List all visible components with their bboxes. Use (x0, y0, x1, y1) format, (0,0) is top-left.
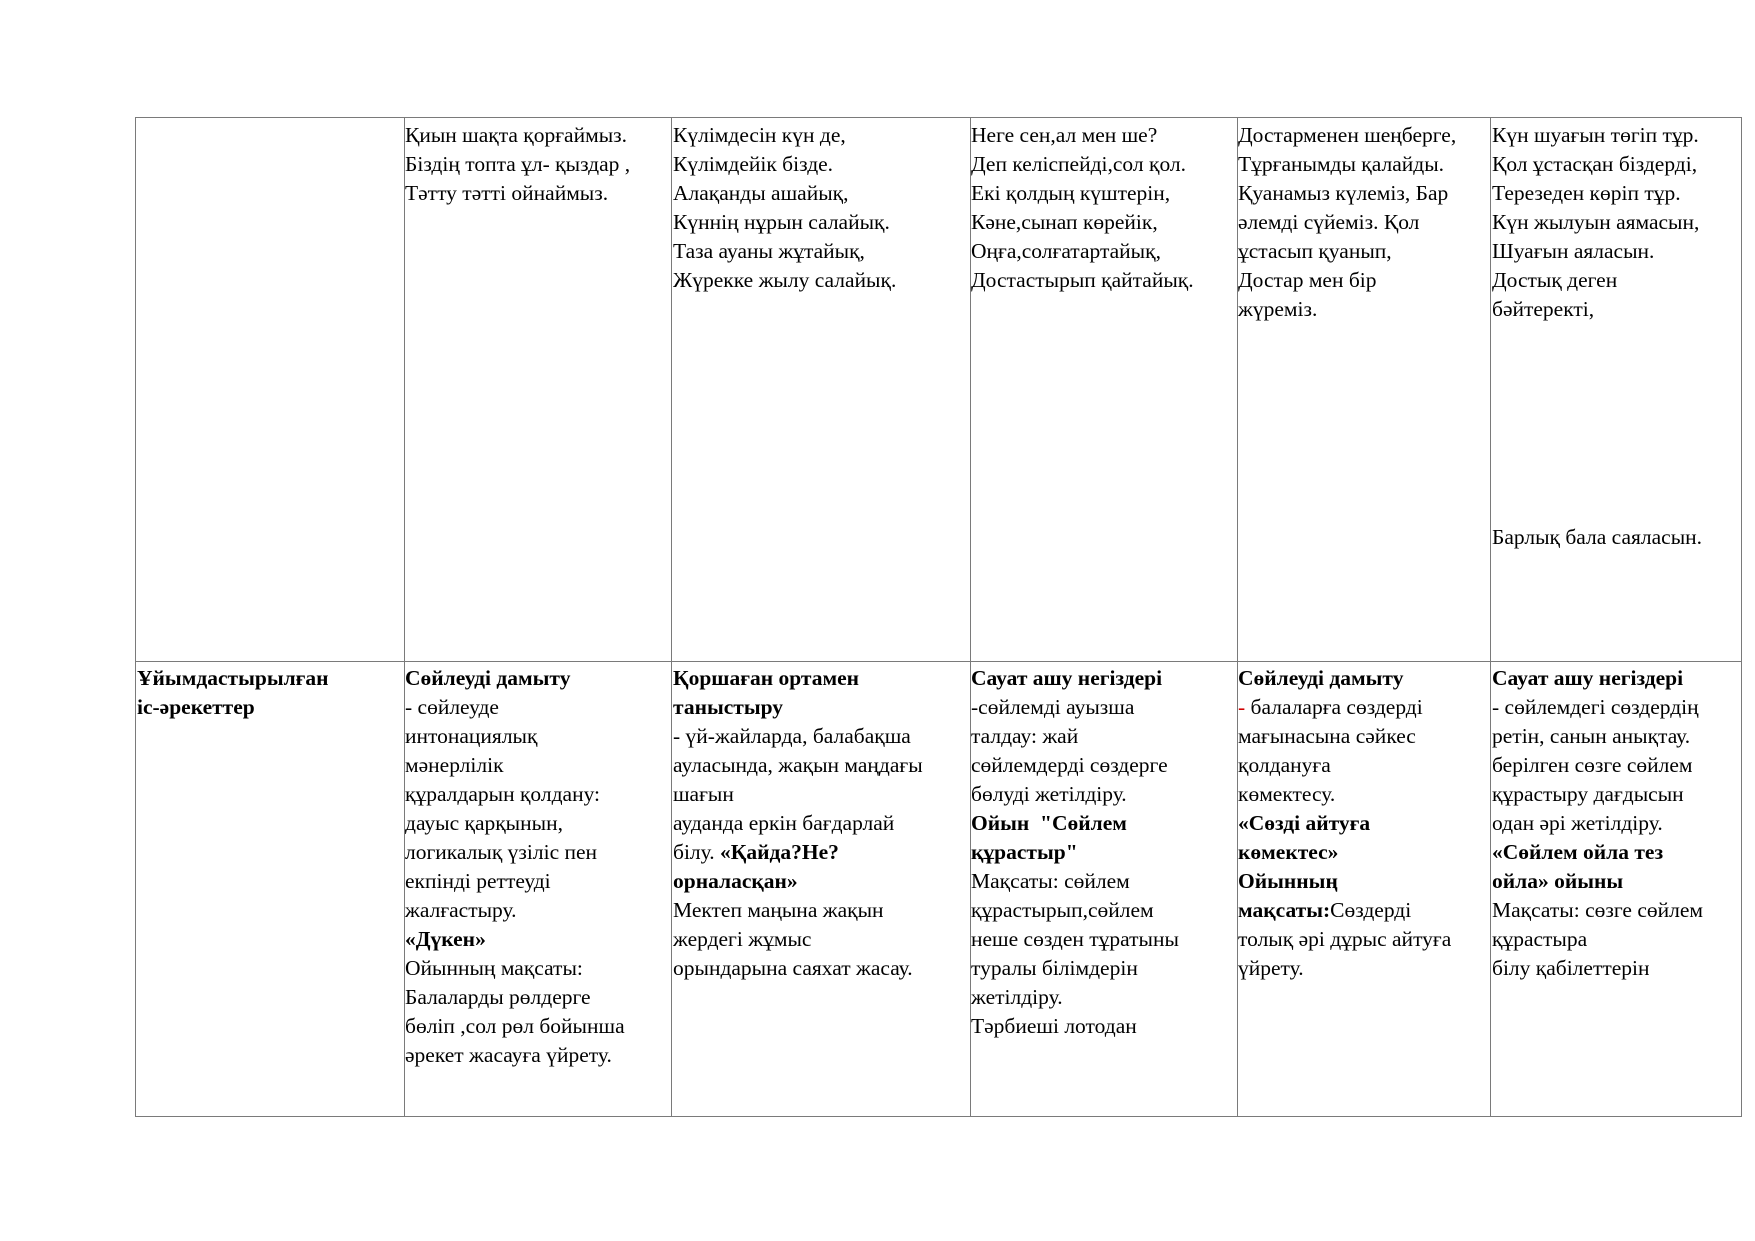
game-title: құрастыр" (971, 840, 1078, 864)
poem-line: Таза ауаны жұтайық, (673, 239, 865, 263)
poem-line: Күннің нұрын салайық. (673, 210, 890, 234)
activity-text: сөйлемдерді сөздерге (971, 753, 1168, 777)
activity-text: дауыс қарқынын, (405, 811, 563, 835)
poem-line: Күн шуағын төгіп тұр. (1492, 123, 1699, 147)
activity-text: құрастыру дағдысын (1492, 782, 1684, 806)
section-heading: Ұйымдастырылған (137, 666, 329, 690)
activity-text-inline: балаларға сөздерді (1250, 695, 1423, 719)
activity-text: логикалық үзіліс пен (405, 840, 598, 864)
activity-text: талдау: жай (971, 724, 1079, 748)
activity-text: шағын (673, 782, 734, 806)
poem-line: Достар мен бір (1238, 268, 1377, 292)
poem-line: Неге сен,ал мен ше? (971, 123, 1158, 147)
poem-line: Алақанды ашайық, (673, 181, 849, 205)
row1-col3-cell (673, 121, 896, 295)
poem-line: Тұрғанымды қалайды. (1238, 152, 1445, 176)
activity-text: құралдарын қолдану: (405, 782, 601, 806)
poem-line: Қол ұстасқан біздерді, (1492, 152, 1698, 176)
activity-text: қолдануға (1238, 753, 1331, 777)
activity-title: таныстыру (673, 695, 784, 719)
row2-col4-cell (971, 664, 1179, 1041)
activity-text: Мақсаты: сөзге сөйлем (1492, 898, 1704, 922)
row1-col2-cell (405, 121, 630, 208)
activity-text: білу қабілеттерін (1492, 956, 1650, 980)
activity-title: Қоршаған ортамен (673, 666, 860, 690)
row1-col5-cell (1238, 121, 1456, 324)
activity-text: әрекет жасауға үйрету. (405, 1043, 612, 1067)
row2-col3-cell (673, 664, 923, 983)
poem-line: Достастырып қайтайық. (971, 268, 1194, 292)
activity-text: Ойынның мақсаты: (405, 956, 583, 980)
activity-text: - сөйлеуде (405, 695, 499, 719)
poem-line: Тәтту тәтті ойнаймыз. (405, 181, 609, 205)
poem-line: Терезеден көріп тұр. (1492, 181, 1681, 205)
poem-line: Шуағын аяласын. (1492, 239, 1655, 263)
activity-text: орындарына саяхат жасау. (673, 956, 913, 980)
schedule-table (135, 117, 1742, 1117)
row2-col5-cell (1238, 664, 1451, 983)
activity-text: - үй-жайларда, балабақша (673, 724, 911, 748)
poem-line: Жүрекке жылу салайық. (673, 268, 897, 292)
poem-line: Күн жылуын аямасын, (1492, 210, 1700, 234)
poem-line: Кәне,сынап көрейік, (971, 210, 1158, 234)
poem-line: әлемді сүйеміз. Қол (1238, 210, 1420, 234)
activity-text: жердегі жұмыс (673, 927, 812, 951)
activity-text: неше сөзден тұратыны (971, 927, 1179, 951)
activity-title: Сауат ашу негіздері (971, 666, 1163, 690)
activity-text-inline: білу. (673, 840, 720, 864)
activity-text (1238, 693, 1451, 722)
activity-text: ретін, санын анықтау. (1492, 724, 1691, 748)
poem-line: Оңға,солғатартайық, (971, 239, 1161, 263)
activity-text: мағынасына сәйкес (1238, 724, 1416, 748)
goal-label: мақсаты: (1238, 898, 1331, 922)
row2-col1-heading (137, 664, 329, 722)
game-title: ойла» ойыны (1492, 869, 1624, 893)
activity-text: -сөйлемді ауызша (971, 695, 1135, 719)
game-title: Ойынның (1238, 869, 1338, 893)
activity-text: бөліп ,сол рөл бойынша (405, 1014, 625, 1038)
section-heading: іс-әрекеттер (137, 695, 255, 719)
red-dash: - (1238, 695, 1251, 719)
activity-title: Сөйлеуді дамыту (405, 666, 571, 690)
activity-text: Балаларды рөлдерге (405, 985, 591, 1009)
row2-col6-cell (1492, 664, 1703, 983)
activity-text: үйрету. (1238, 956, 1304, 980)
activity-text: Мақсаты: сөйлем (971, 869, 1130, 893)
activity-text: жетілдіру. (971, 985, 1063, 1009)
column-divider (671, 118, 672, 1116)
row1-col6-cell (1492, 121, 1699, 324)
activity-text: берілген сөзге сөйлем (1492, 753, 1693, 777)
activity-text: көмектесу. (1238, 782, 1336, 806)
poem-line: ұстасып қуанып, (1238, 239, 1392, 263)
activity-text: мәнерлілік (405, 753, 504, 777)
activity-text: интонациялық (405, 724, 538, 748)
activity-text: ауласында, жақын маңдағы (673, 753, 923, 777)
activity-text: одан әрі жетілдіру. (1492, 811, 1663, 835)
activity-text: - сөйлемдегі сөздердің (1492, 695, 1699, 719)
poem-line: Қиын шақта қорғаймыз. (405, 123, 628, 147)
activity-text (673, 838, 923, 867)
activity-text (1238, 896, 1451, 925)
poem-line: Достарменен шеңберге, (1238, 123, 1457, 147)
activity-text-inline: Сөздерді (1330, 898, 1412, 922)
column-divider (1490, 118, 1491, 1116)
activity-text: Мектеп маңына жақын (673, 898, 884, 922)
activity-text: бөлуді жетілдіру. (971, 782, 1127, 806)
activity-title: Сауат ашу негіздері (1492, 666, 1684, 690)
activity-text: екпінді реттеуді (405, 869, 551, 893)
game-title: «Сөйлем ойла тез (1492, 840, 1664, 864)
poem-line: жүреміз. (1238, 297, 1318, 321)
activity-text: туралы білімдерін (971, 956, 1138, 980)
game-title: «Қайда?Не? (720, 840, 839, 864)
poem-line: Қуанамыз күлеміз, Бар (1238, 181, 1449, 205)
game-title: Ойын "Сөйлем (971, 811, 1127, 835)
activity-title: Сөйлеуді дамыту (1238, 666, 1404, 690)
poem-line: Екі қолдың күштерін, (971, 181, 1171, 205)
activity-text: құрастыра (1492, 927, 1588, 951)
row2-col2-cell (405, 664, 625, 1070)
activity-text: Тәрбиеші лотодан (971, 1014, 1137, 1038)
poem-line: Біздің топта ұл- қыздар , (405, 152, 631, 176)
activity-text: ауданда еркін бағдарлай (673, 811, 895, 835)
poem-line: Достық деген (1492, 268, 1618, 292)
poem-line: Күлімдейік бізде. (673, 152, 834, 176)
activity-text: толық әрі дұрыс айтуға (1238, 927, 1452, 951)
game-title: көмектес» (1238, 840, 1339, 864)
activity-text: құрастырып,сөйлем (971, 898, 1154, 922)
poem-line: бәйтеректі, (1492, 297, 1595, 321)
row1-col4-cell (971, 121, 1194, 295)
poem-line: Күлімдесін күн де, (673, 123, 846, 147)
row-divider (136, 661, 1741, 662)
poem-line: Барлық бала саяласын. (1492, 525, 1703, 549)
poem-line: Деп келіспейді,сол қол. (971, 152, 1187, 176)
game-title: орналасқан» (673, 869, 798, 893)
game-title: «Дүкен» (405, 927, 486, 951)
row1-col6-bottom (1492, 523, 1702, 552)
activity-text: жалғастыру. (405, 898, 517, 922)
game-title: «Сөзді айтуға (1238, 811, 1371, 835)
